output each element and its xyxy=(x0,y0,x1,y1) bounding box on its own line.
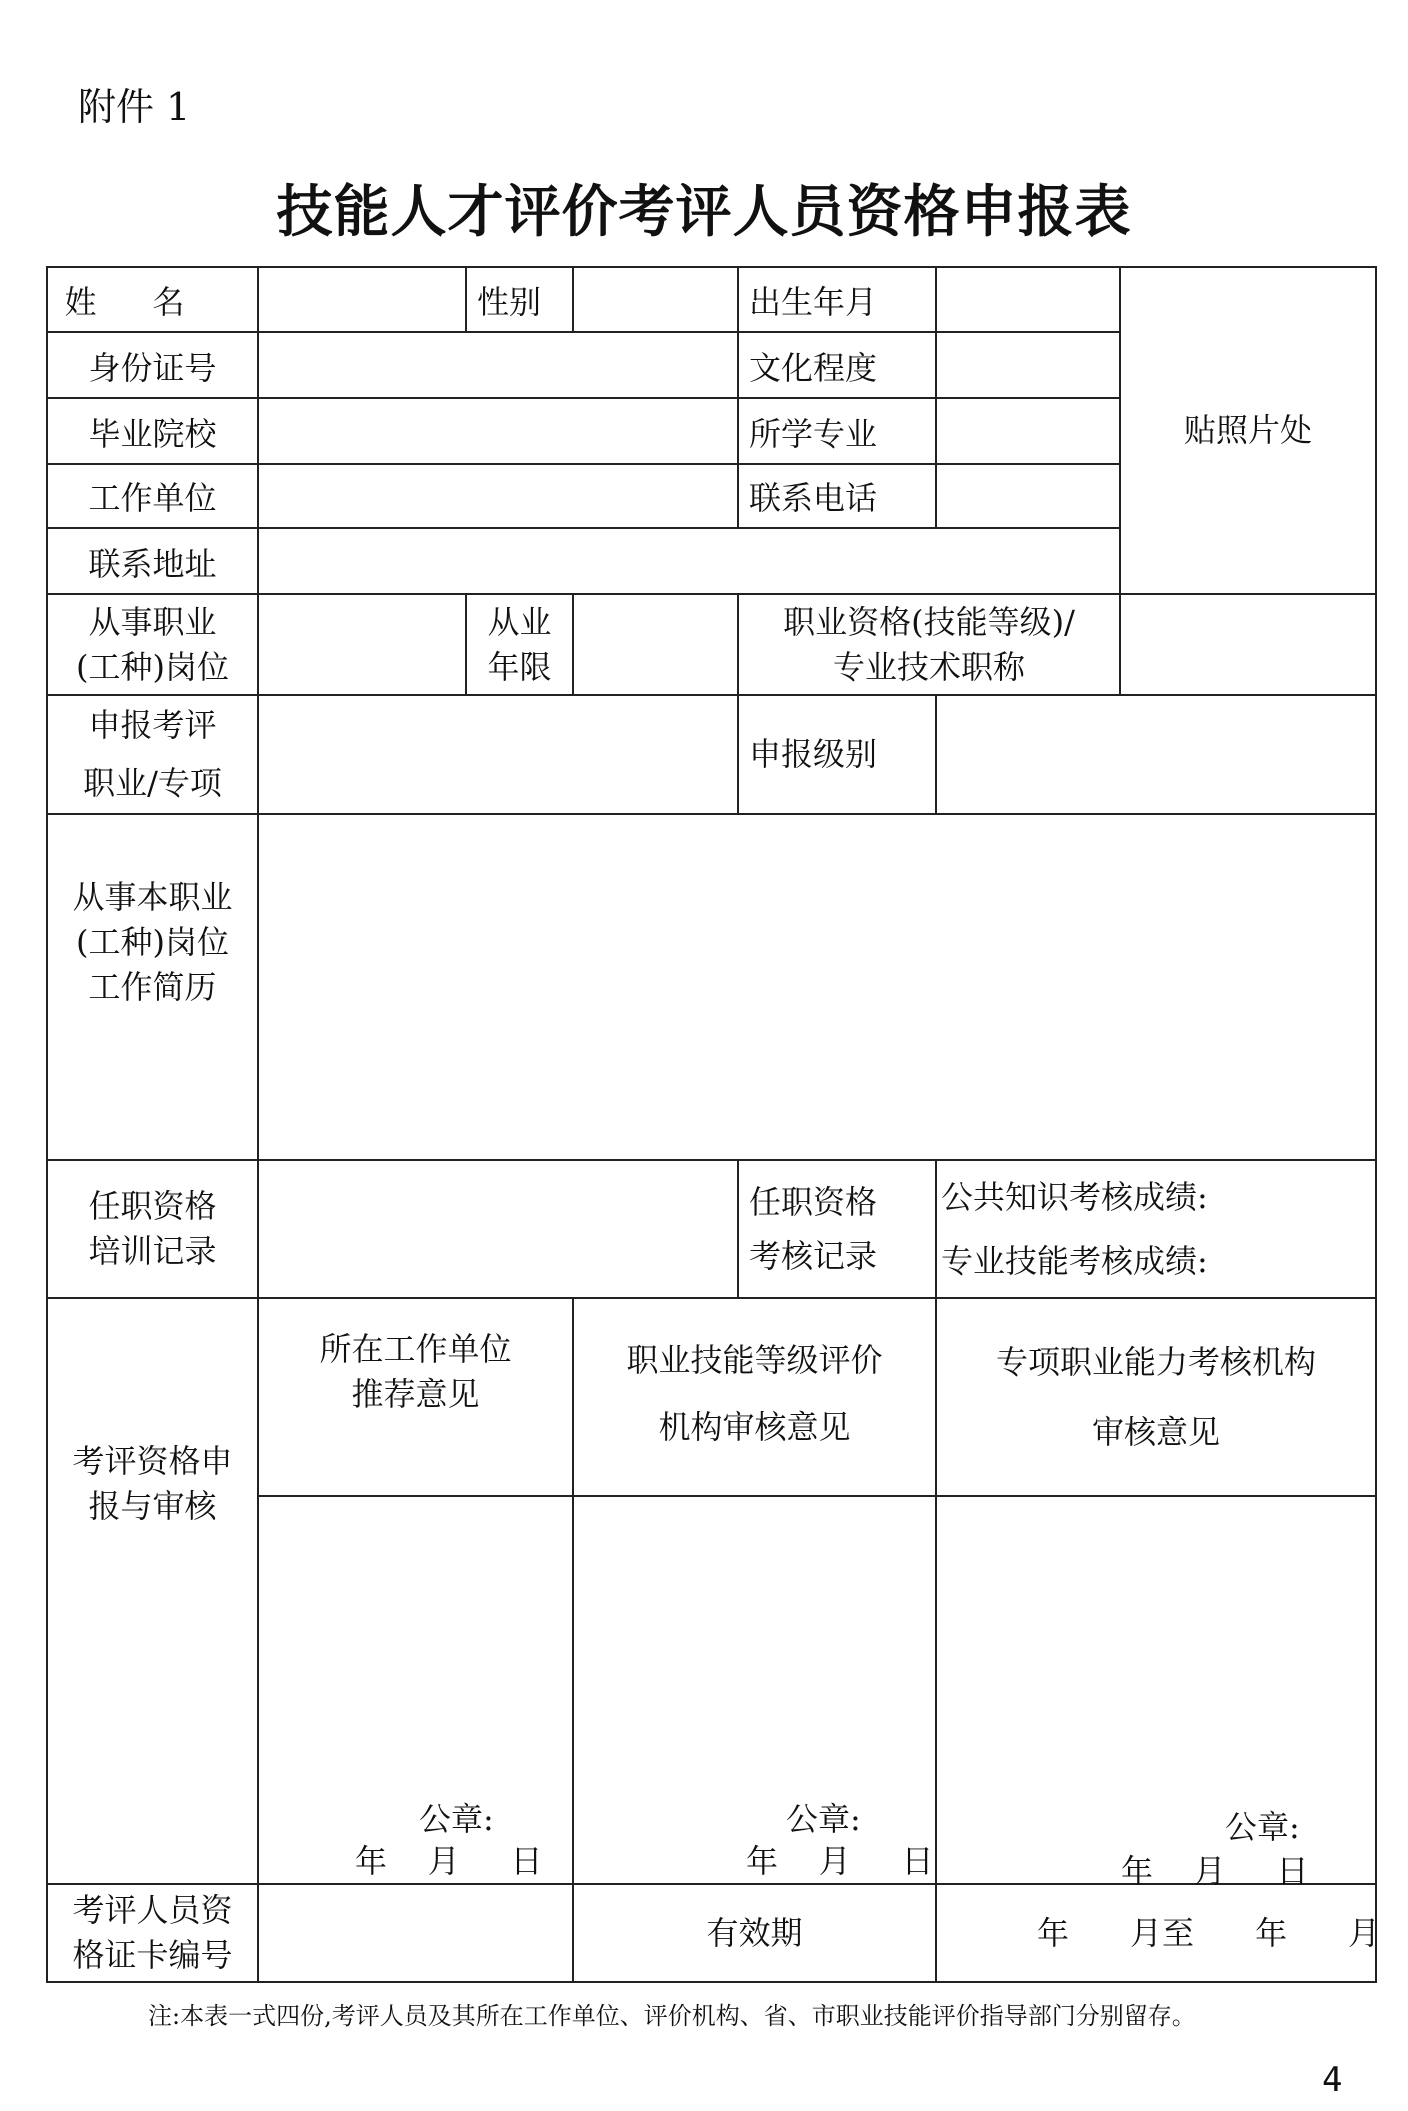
exam-scores[interactable] xyxy=(936,1160,1376,1298)
photo-label: 贴照片处 xyxy=(1183,411,1312,450)
gender-field[interactable] xyxy=(573,267,738,332)
footer-note: 注:本表一式四份,考评人员及其所在工作单位、评价机构、省、市职业技能评价指导部门分别留存。 xyxy=(148,2002,1196,2030)
apply-occupation-label: 申报考评 职业/专项 xyxy=(47,695,258,814)
employer-opinion-header: 所在工作单位 推荐意见 xyxy=(258,1298,573,1496)
apply-occupation-field[interactable] xyxy=(258,695,738,814)
employer-date-label: 年 月 日 xyxy=(355,1842,543,1880)
exam-record-label: 任职资格 考核记录 xyxy=(738,1160,936,1298)
name-label: 姓名 xyxy=(47,267,258,332)
major-field[interactable] xyxy=(936,398,1120,464)
attachment-label: 附件 1 xyxy=(78,85,191,129)
school-field[interactable] xyxy=(258,398,738,464)
public-knowledge-score: 公共知识考核成绩: xyxy=(941,1178,1208,1216)
years-label: 从业 年限 xyxy=(466,594,573,695)
gender-label: 性别 xyxy=(466,267,573,332)
birth-label: 出生年月 xyxy=(738,267,936,332)
school-label: 毕业院校 xyxy=(47,398,258,464)
post-field[interactable] xyxy=(258,594,466,695)
validity-field[interactable]: 年 月至 年 月 xyxy=(936,1884,1376,1982)
employer-opinion-field[interactable] xyxy=(258,1496,573,1884)
photo-box[interactable] xyxy=(1120,267,1376,594)
phone-field[interactable] xyxy=(936,464,1120,528)
birth-field[interactable] xyxy=(936,267,1120,332)
address-label: 联系地址 xyxy=(47,528,258,594)
education-field[interactable] xyxy=(936,332,1120,398)
id-field[interactable] xyxy=(258,332,738,398)
org-stamp-label: 公章: xyxy=(786,1800,861,1838)
qualification-label: 职业资格(技能等级)/ 专业技术职称 xyxy=(738,594,1120,695)
validity-label: 有效期 xyxy=(573,1884,936,1982)
employer-label: 工作单位 xyxy=(47,464,258,528)
work-history-field[interactable] xyxy=(258,814,1376,1160)
professional-skill-score: 专业技能考核成绩: xyxy=(941,1242,1208,1280)
org-opinion-header: 职业技能等级评价 机构审核意见 xyxy=(573,1298,936,1496)
training-record-label: 任职资格 培训记录 xyxy=(47,1160,258,1298)
address-field[interactable] xyxy=(258,528,1120,594)
id-label: 身份证号 xyxy=(47,332,258,398)
education-label: 文化程度 xyxy=(738,332,936,398)
org-opinion-field[interactable] xyxy=(573,1496,936,1884)
qualification-field[interactable] xyxy=(1120,594,1376,695)
cert-number-label: 考评人员资 格证卡编号 xyxy=(47,1884,258,1982)
form-title: 技能人才评价考评人员资格申报表 xyxy=(276,179,1132,245)
page-number: 4 xyxy=(1322,2060,1343,2100)
review-label: 考评资格申 报与审核 xyxy=(47,1298,258,1884)
major-label: 所学专业 xyxy=(738,398,936,464)
phone-label: 联系电话 xyxy=(738,464,936,528)
name-field[interactable] xyxy=(258,267,466,332)
post-label: 从事职业 (工种)岗位 xyxy=(47,594,258,695)
special-opinion-field[interactable] xyxy=(936,1496,1376,1890)
cert-number-field[interactable] xyxy=(258,1884,573,1982)
years-field[interactable] xyxy=(573,594,738,695)
special-date-label: 年 月 日 xyxy=(1121,1852,1309,1890)
work-history-label: 从事本职业 (工种)岗位 工作简历 xyxy=(47,814,258,1160)
employer-stamp-label: 公章: xyxy=(419,1800,494,1838)
application-form-table xyxy=(46,266,1381,1983)
training-record-field[interactable] xyxy=(258,1160,738,1298)
employer-field[interactable] xyxy=(258,464,738,528)
special-stamp-label: 公章: xyxy=(1225,1808,1300,1846)
special-opinion-header: 专项职业能力考核机构 审核意见 xyxy=(936,1298,1376,1496)
apply-level-field[interactable] xyxy=(936,695,1376,814)
org-date-label: 年 月 日 xyxy=(746,1842,934,1880)
apply-level-label: 申报级别 xyxy=(738,695,936,814)
